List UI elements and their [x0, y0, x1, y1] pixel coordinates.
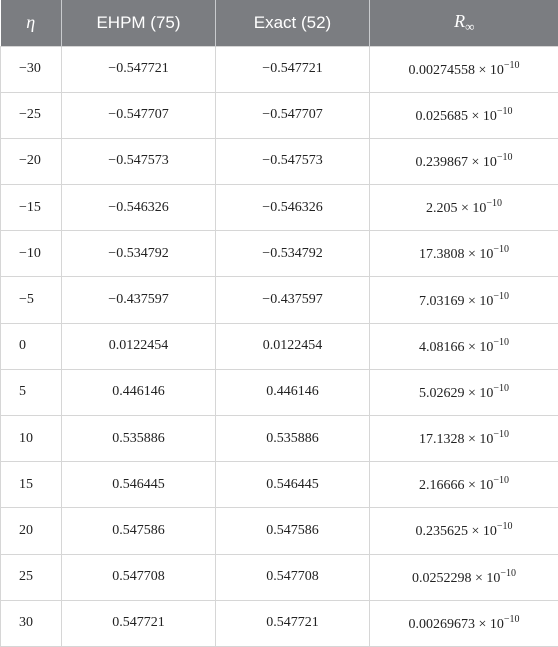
cell-eta: 0	[1, 323, 62, 369]
r-mantissa: 0.0252298	[411, 570, 472, 586]
cell-ehpm: 0.535886	[62, 416, 216, 462]
table-row	[1, 508, 558, 554]
r-exponent: −10	[486, 198, 503, 210]
cell-eta: 15	[1, 462, 62, 508]
cell-r-infinity	[370, 554, 558, 600]
table-row	[1, 554, 558, 600]
r-exponent: −10	[493, 244, 510, 256]
cell-ehpm: −0.547573	[62, 138, 216, 184]
r-exponent: −10	[493, 475, 510, 487]
cell-exact: 0.535886	[216, 416, 370, 462]
table-row	[1, 369, 558, 415]
cell-eta: 10	[1, 416, 62, 462]
cell-ehpm: 0.547721	[62, 600, 216, 646]
r-times-ten: × 10	[478, 616, 504, 632]
cell-ehpm: −0.547707	[62, 92, 216, 138]
r-exponent: −10	[493, 290, 510, 302]
table-row	[1, 600, 558, 646]
header-eta: η	[1, 0, 62, 46]
r-times-ten: × 10	[474, 570, 501, 586]
cell-eta: 5	[1, 369, 62, 415]
table-row	[1, 92, 558, 138]
cell-eta: −5	[1, 277, 62, 323]
r-times-ten: × 10	[478, 62, 504, 78]
cell-eta: −15	[1, 185, 62, 231]
r-exponent: −10	[496, 105, 513, 117]
cell-r-infinity	[370, 600, 558, 646]
cell-ehpm: 0.446146	[62, 369, 216, 415]
r-mantissa: 0.00269673	[408, 616, 475, 632]
cell-eta: −25	[1, 92, 62, 138]
cell-exact: 0.0122454	[216, 323, 370, 369]
cell-exact: −0.547707	[216, 92, 370, 138]
table-row	[1, 185, 558, 231]
cell-r-infinity	[370, 138, 558, 184]
cell-ehpm: −0.547721	[62, 46, 216, 92]
r-exponent: −10	[493, 382, 510, 394]
r-times-ten: × 10	[467, 432, 494, 448]
r-exponent: −10	[496, 151, 513, 163]
cell-r-infinity	[370, 46, 558, 92]
cell-eta: −30	[1, 46, 62, 92]
table-row	[1, 416, 558, 462]
cell-ehpm: 0.547708	[62, 554, 216, 600]
cell-ehpm: 0.547586	[62, 508, 216, 554]
r-exponent: −10	[503, 59, 520, 71]
r-times-ten: × 10	[467, 247, 494, 263]
cell-r-infinity	[370, 369, 558, 415]
cell-r-infinity	[370, 185, 558, 231]
header-r-subscript: ∞	[465, 18, 475, 34]
table-row	[1, 462, 558, 508]
r-mantissa: 0.025685	[415, 108, 468, 124]
cell-ehpm: 0.0122454	[62, 323, 216, 369]
r-mantissa: 17.1328	[418, 432, 465, 448]
cell-exact: −0.534792	[216, 231, 370, 277]
cell-r-infinity	[370, 462, 558, 508]
r-exponent: −10	[500, 567, 517, 579]
cell-r-infinity	[370, 323, 558, 369]
r-mantissa: 0.00274558	[408, 62, 475, 78]
header-ehpm: EHPM (75)	[62, 0, 216, 46]
r-mantissa: 2.205	[425, 201, 458, 217]
r-times-ten: × 10	[467, 293, 494, 309]
cell-ehpm: −0.437597	[62, 277, 216, 323]
cell-exact: 0.547721	[216, 600, 370, 646]
cell-exact: 0.547708	[216, 554, 370, 600]
r-mantissa: 5.02629	[418, 385, 465, 401]
cell-exact: −0.547573	[216, 138, 370, 184]
table-row	[1, 277, 558, 323]
cell-r-infinity	[370, 277, 558, 323]
r-times-ten: × 10	[471, 108, 497, 124]
cell-ehpm: −0.534792	[62, 231, 216, 277]
r-mantissa: 0.235625	[415, 524, 468, 540]
cell-eta: −10	[1, 231, 62, 277]
r-times-ten: × 10	[460, 201, 487, 217]
r-exponent: −10	[496, 521, 513, 533]
cell-exact: −0.437597	[216, 277, 370, 323]
table-row	[1, 231, 558, 277]
r-times-ten: × 10	[467, 339, 494, 355]
r-mantissa: 4.08166	[418, 339, 465, 355]
r-mantissa: 2.16666	[418, 478, 465, 494]
header-exact: Exact (52)	[216, 0, 370, 46]
cell-exact: −0.546326	[216, 185, 370, 231]
cell-r-infinity	[370, 508, 558, 554]
table-row	[1, 46, 558, 92]
r-times-ten: × 10	[471, 524, 497, 540]
header-r-infinity	[370, 0, 558, 46]
cell-r-infinity	[370, 231, 558, 277]
cell-ehpm: −0.546326	[62, 185, 216, 231]
cell-exact: −0.547721	[216, 46, 370, 92]
r-exponent: −10	[503, 613, 520, 625]
r-times-ten: × 10	[467, 385, 494, 401]
cell-exact: 0.446146	[216, 369, 370, 415]
table-header	[1, 0, 558, 46]
r-mantissa: 7.03169	[418, 293, 465, 309]
cell-r-infinity	[370, 416, 558, 462]
cell-eta: 25	[1, 554, 62, 600]
table-row	[1, 323, 558, 369]
r-exponent: −10	[493, 429, 510, 441]
cell-eta: 30	[1, 600, 62, 646]
cell-exact: 0.547586	[216, 508, 370, 554]
r-exponent: −10	[493, 336, 510, 348]
r-times-ten: × 10	[467, 478, 494, 494]
table-row	[1, 138, 558, 184]
cell-exact: 0.546445	[216, 462, 370, 508]
header-row	[1, 0, 558, 46]
r-mantissa: 17.3808	[418, 247, 465, 263]
cell-r-infinity	[370, 92, 558, 138]
table-body	[1, 46, 558, 646]
cell-eta: −20	[1, 138, 62, 184]
r-mantissa: 0.239867	[415, 154, 468, 170]
r-times-ten: × 10	[471, 154, 497, 170]
header-r-base: R	[454, 10, 466, 31]
cell-eta: 20	[1, 508, 62, 554]
cell-ehpm: 0.546445	[62, 462, 216, 508]
